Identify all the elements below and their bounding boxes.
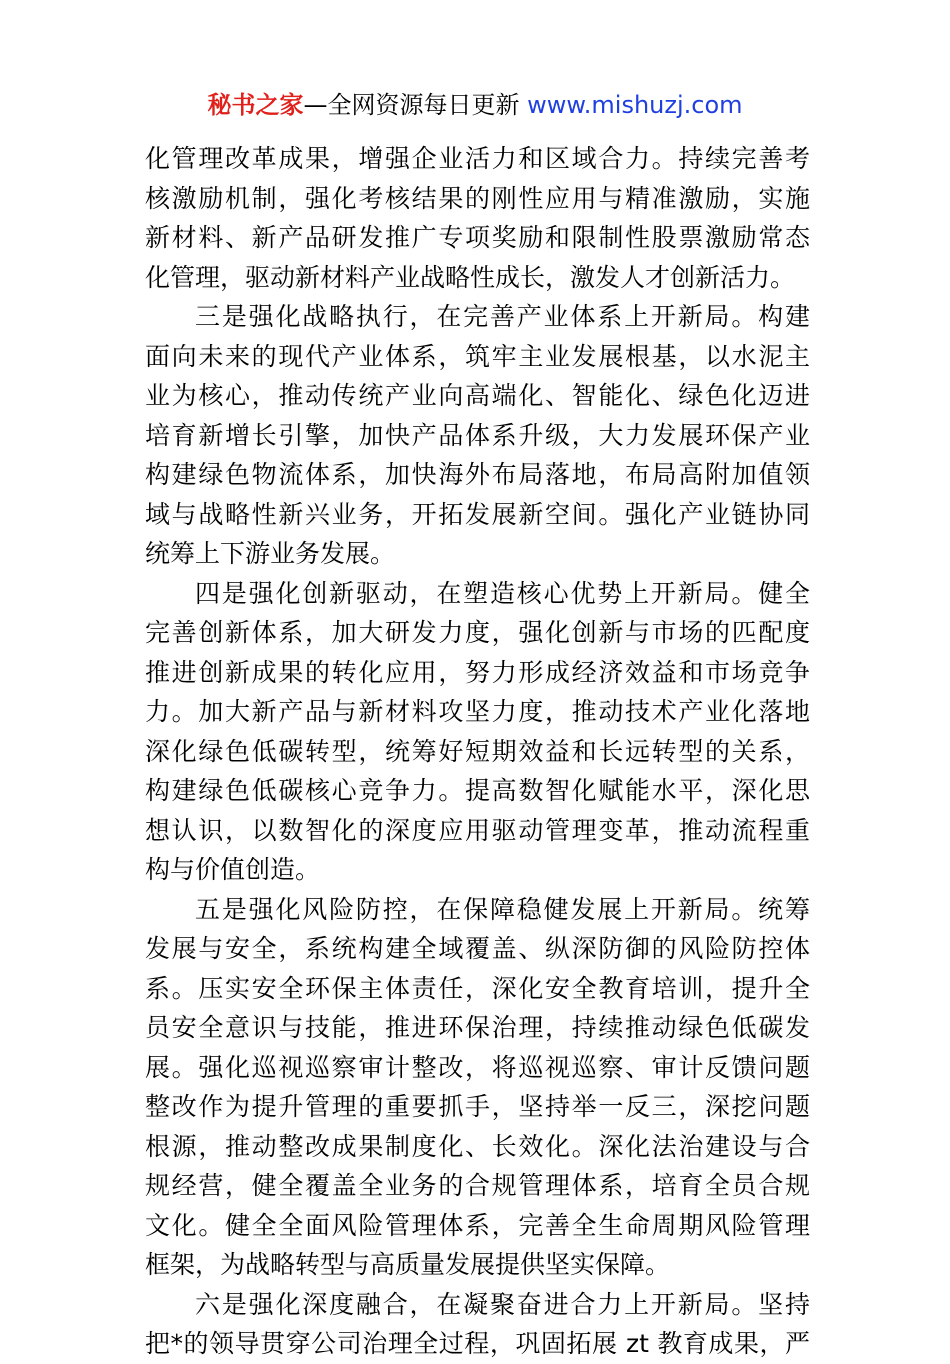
text-line: 完善创新体系，加大研发力度，强化创新与市场的匹配度 <box>145 618 810 647</box>
text-line: 想认识，以数智化的深度应用驱动管理变革，推动流程重 <box>145 815 810 845</box>
text-line: 深化绿色低碳转型，统筹好短期效益和长远转型的关系， <box>145 736 810 766</box>
text-line: 展。强化巡视巡察审计整改，将巡视巡察、审计反馈问题 <box>145 1052 810 1082</box>
paragraph-start-line: 四是强化创新驱动，在塑造核心优势上开新局。健全 <box>195 578 810 608</box>
text-line: 培育新增长引擎，加快产品体系升级，大力发展环保产业 <box>145 420 810 450</box>
text-line: 力。加大新产品与新材料攻坚力度，推动技术产业化落地 <box>145 697 810 726</box>
text-line: 发展与安全，系统构建全域覆盖、纵深防御的风险防控体 <box>145 934 810 963</box>
text-line: 面向未来的现代产业体系，筑牢主业发展根基，以水泥主 <box>145 341 810 371</box>
text-line: 整改作为提升管理的重要抓手，坚持举一反三，深挖问题 <box>145 1092 810 1121</box>
text-line: 文化。健全全面风险管理体系，完善全生命周期风险管理 <box>145 1210 810 1240</box>
text-line: 新材料、新产品研发推广专项奖励和限制性股票激励常态 <box>145 223 810 252</box>
paragraph-start-line: 五是强化风险防控，在保障稳健发展上开新局。统筹 <box>195 894 810 924</box>
text-line: 系。压实安全环保主体责任，深化安全教育培训，提升全 <box>145 973 810 1003</box>
text-line: 化管理改革成果，增强企业活力和区域合力。持续完善考 <box>145 144 810 173</box>
text-line: 构与价值创造。 <box>145 855 321 884</box>
brand-name: 秘书之家 <box>207 91 304 119</box>
text-line: 域与战略性新兴业务，开拓发展新空间。强化产业链协同 <box>145 499 810 529</box>
text-line: 根源，推动整改成果制度化、长效化。深化法治建设与合 <box>145 1131 810 1161</box>
text-line: 业为核心，推动传统产业向高端化、智能化、绿色化迈进 <box>145 381 810 410</box>
text-line: 规经营，健全覆盖全业务的合规管理体系，培育全员合规 <box>145 1171 810 1200</box>
paragraph-start-line: 三是强化战略执行，在完善产业体系上开新局。构建 <box>195 302 810 331</box>
text-line: 核激励机制，强化考核结果的刚性应用与精准激励，实施 <box>145 183 810 213</box>
page-header <box>0 88 950 122</box>
paragraph-start-line: 六是强化深度融合，在凝聚奋进合力上开新局。坚持 <box>195 1289 810 1319</box>
document-body <box>145 139 810 1364</box>
text-line: 框架，为战略转型与高质量发展提供坚实保障。 <box>145 1250 671 1279</box>
site-url[interactable]: www.mishuzj.com <box>527 91 743 119</box>
text-line: 统筹上下游业务发展。 <box>145 539 396 568</box>
text-line: 把*的领导贯穿公司治理全过程，巩固拓展 zt 教育成果，严 <box>145 1329 810 1358</box>
text-line: 推进创新成果的转化应用，努力形成经济效益和市场竞争 <box>145 657 810 687</box>
text-line: 化管理，驱动新材料产业战略性成长，激发人才创新活力。 <box>145 262 796 292</box>
header-tagline: —全网资源每日更新 <box>303 91 528 119</box>
text-line: 构建绿色低碳核心竞争力。提高数智化赋能水平，深化思 <box>145 776 810 805</box>
text-line: 员安全意识与技能，推进环保治理，持续推动绿色低碳发 <box>145 1013 810 1042</box>
text-line: 构建绿色物流体系，加快海外布局落地，布局高附加值领 <box>145 460 810 489</box>
